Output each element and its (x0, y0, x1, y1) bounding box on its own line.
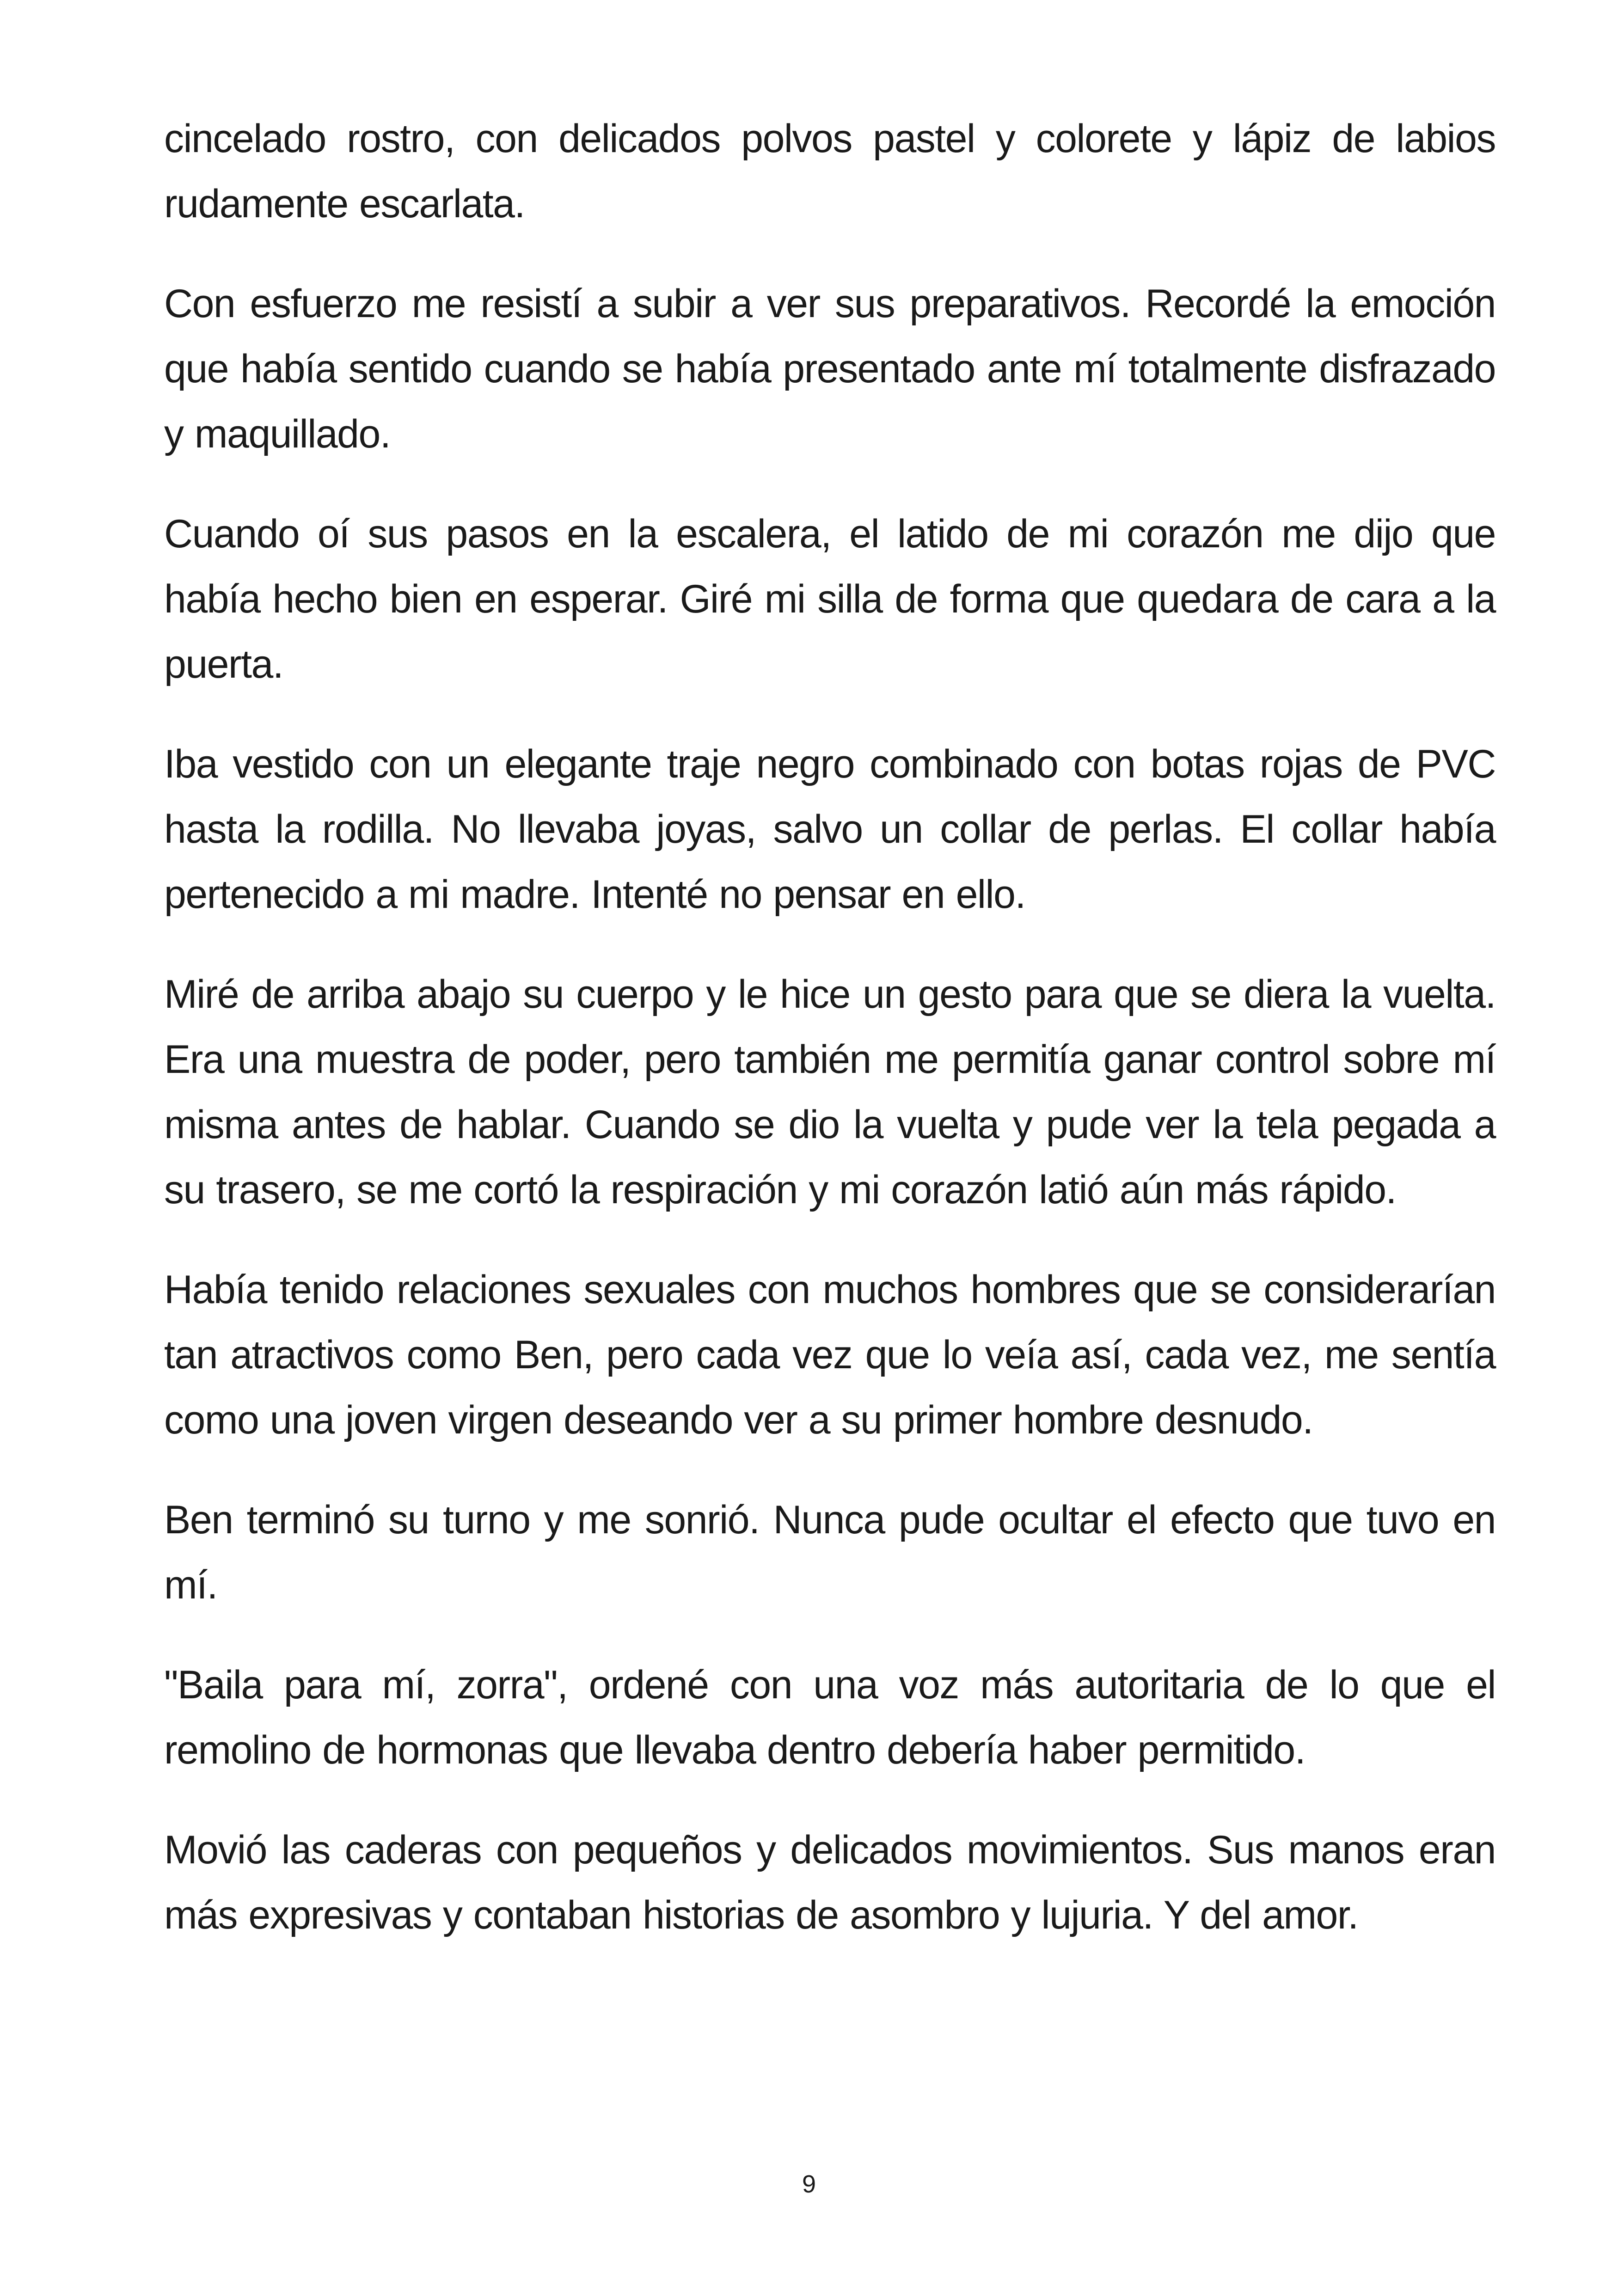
paragraph: Ben terminó su turno y me sonrió. Nunca pude ocultar el efecto que tuvo en mí. (164, 1498, 1495, 1607)
paragraph: Miré de arriba abajo su cuerpo y le hice un gesto para que se diera la vuelta. Era una muestra de poder, pero también me permitía ganar control sobre mí misma antes de hablar. Cuando se dio la vuelta y pude ver la tela pegada a su trasero, se me cortó la respiración y mi corazón latió aún más rápido. (164, 972, 1495, 1212)
page-number: 9 (802, 2170, 816, 2198)
paragraph: Había tenido relaciones sexuales con muchos hombres que se considerarían tan atractivos como Ben, pero cada vez que lo veía así, cada vez, me sentía como una joven virgen deseando ver a su primer hombre desnudo. (164, 1267, 1495, 1442)
body-text (164, 106, 1495, 1983)
paragraph: Con esfuerzo me resistí a subir a ver sus preparativos. Recordé la emoción que había sentido cuando se había presentado ante mí totalmente disfrazado y maquillado. (164, 282, 1495, 456)
paragraph: "Baila para mí, zorra", ordené con una voz más autoritaria de lo que el remolino de hormonas que llevaba dentro debería haber permitido. (164, 1663, 1495, 1772)
paragraph: Movió las caderas con pequeños y delicados movimientos. Sus manos eran más expresivas y contaban historias de asombro y lujuria. Y del amor. (164, 1828, 1495, 1937)
paragraph: Iba vestido con un elegante traje negro combinado con botas rojas de PVC hasta la rodilla. No llevaba joyas, salvo un collar de perlas. El collar había pertenecido a mi madre. Intenté no pensar en ello. (164, 742, 1495, 917)
paragraph: Cuando oí sus pasos en la escalera, el latido de mi corazón me dijo que había hecho bien en esperar. Giré mi silla de forma que quedara de cara a la puerta. (164, 512, 1495, 686)
paragraph: cincelado rostro, con delicados polvos pastel y colorete y lápiz de labios rudamente escarlata. (164, 116, 1495, 226)
